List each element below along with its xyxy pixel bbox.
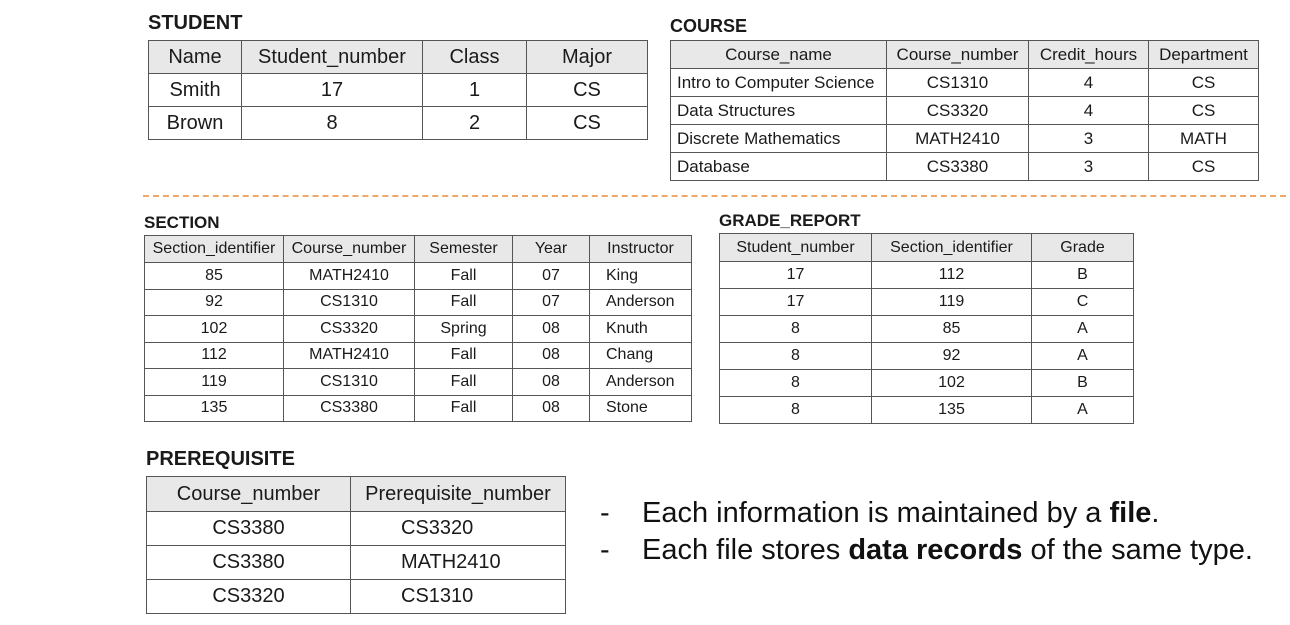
- table-row: [671, 125, 1259, 153]
- bullet-marker: -: [600, 534, 610, 566]
- column-header: Name: [149, 41, 242, 74]
- table-cell: B: [1032, 370, 1134, 397]
- table-row: [147, 580, 566, 614]
- section-table: [144, 235, 692, 422]
- course-title: COURSE: [670, 16, 748, 36]
- table-cell: 2: [423, 107, 527, 140]
- table-cell: 8: [720, 343, 872, 370]
- column-header: Major: [527, 41, 648, 74]
- table-cell: CS1310: [887, 69, 1029, 97]
- bullet-text-part: .: [1151, 497, 1160, 529]
- table-cell: CS3380: [887, 153, 1029, 181]
- table-cell: A: [1032, 343, 1134, 370]
- table-cell: CS1310: [284, 369, 415, 396]
- column-header: Year: [513, 236, 590, 263]
- table-header-row: [145, 236, 692, 263]
- table-cell: CS3320: [284, 316, 415, 343]
- table-cell: CS3320: [147, 580, 351, 614]
- table-row: [145, 395, 692, 422]
- table-row: [145, 369, 692, 396]
- table-row: [671, 153, 1259, 181]
- table-cell: 92: [872, 343, 1032, 370]
- column-header: Grade: [1032, 234, 1134, 262]
- column-header: Prerequisite_number: [351, 477, 566, 512]
- table-cell: Brown: [149, 107, 242, 140]
- table-cell: CS1310: [284, 289, 415, 316]
- table-cell: Discrete Mathematics: [671, 125, 887, 153]
- table-cell: 135: [872, 397, 1032, 424]
- table-cell: CS3320: [351, 512, 566, 546]
- table-row: [720, 316, 1134, 343]
- table-header-row: [147, 477, 566, 512]
- table-cell: CS: [1149, 69, 1259, 97]
- table-row: [671, 69, 1259, 97]
- table-cell: 102: [872, 370, 1032, 397]
- table-cell: 08: [513, 316, 590, 343]
- table-cell: 17: [242, 74, 423, 107]
- column-header: Semester: [415, 236, 513, 263]
- table-cell: 102: [145, 316, 284, 343]
- bullet-text-bold: file: [1109, 497, 1152, 529]
- column-header: Course_number: [284, 236, 415, 263]
- table-row: [720, 397, 1134, 424]
- table-cell: 07: [513, 263, 590, 290]
- table-cell: 17: [720, 289, 872, 316]
- table-cell: Database: [671, 153, 887, 181]
- grade-report-table: [719, 233, 1134, 424]
- column-header: Student_number: [242, 41, 423, 74]
- table-cell: CS3380: [284, 395, 415, 422]
- column-header: Student_number: [720, 234, 872, 262]
- table-cell: A: [1032, 316, 1134, 343]
- table-cell: 08: [513, 369, 590, 396]
- table-header-row: [720, 234, 1134, 262]
- table-cell: 135: [145, 395, 284, 422]
- table-cell: Anderson: [590, 289, 692, 316]
- table-row: [145, 289, 692, 316]
- bullet-text: [642, 534, 1253, 567]
- table-cell: Fall: [415, 263, 513, 290]
- column-header: Course_name: [671, 41, 887, 69]
- bullet-text-part: Each file stores: [642, 534, 849, 566]
- table-cell: B: [1032, 262, 1134, 289]
- column-header: Section_identifier: [872, 234, 1032, 262]
- table-cell: Stone: [590, 395, 692, 422]
- table-cell: 8: [720, 370, 872, 397]
- course-table: [670, 40, 1259, 181]
- table-cell: MATH2410: [351, 546, 566, 580]
- table-cell: Data Structures: [671, 97, 887, 125]
- table-row: [720, 289, 1134, 316]
- table-cell: CS: [527, 74, 648, 107]
- bullet-list: [600, 497, 1253, 571]
- table-cell: 17: [720, 262, 872, 289]
- table-cell: CS1310: [351, 580, 566, 614]
- table-row: [145, 263, 692, 290]
- table-cell: Anderson: [590, 369, 692, 396]
- column-header: Section_identifier: [145, 236, 284, 263]
- table-cell: 85: [872, 316, 1032, 343]
- table-cell: 119: [145, 369, 284, 396]
- section-divider: [143, 195, 1286, 197]
- section-title: SECTION: [144, 213, 220, 232]
- table-cell: Chang: [590, 342, 692, 369]
- table-cell: CS3320: [887, 97, 1029, 125]
- bullet-marker: -: [600, 497, 610, 529]
- table-cell: Fall: [415, 342, 513, 369]
- grade-report-title: GRADE_REPORT: [719, 211, 861, 230]
- table-cell: 4: [1029, 97, 1149, 125]
- table-cell: Fall: [415, 289, 513, 316]
- table-cell: 8: [242, 107, 423, 140]
- table-row: [149, 74, 648, 107]
- table-cell: MATH2410: [284, 263, 415, 290]
- column-header: Class: [423, 41, 527, 74]
- table-cell: Knuth: [590, 316, 692, 343]
- bullet-text: [642, 497, 1159, 530]
- table-cell: MATH2410: [887, 125, 1029, 153]
- table-cell: Fall: [415, 395, 513, 422]
- table-cell: A: [1032, 397, 1134, 424]
- table-header-row: [149, 41, 648, 74]
- table-cell: 119: [872, 289, 1032, 316]
- student-title: STUDENT: [148, 12, 243, 34]
- student-table: [148, 40, 648, 140]
- prerequisite-title: PREREQUISITE: [146, 448, 295, 470]
- table-cell: 92: [145, 289, 284, 316]
- table-cell: 1: [423, 74, 527, 107]
- table-row: [720, 262, 1134, 289]
- table-cell: CS3380: [147, 546, 351, 580]
- table-cell: 3: [1029, 125, 1149, 153]
- column-header: Credit_hours: [1029, 41, 1149, 69]
- bullet-item: [600, 534, 1253, 571]
- table-cell: Smith: [149, 74, 242, 107]
- table-cell: 112: [872, 262, 1032, 289]
- table-row: [149, 107, 648, 140]
- table-cell: King: [590, 263, 692, 290]
- table-cell: 85: [145, 263, 284, 290]
- table-cell: CS: [1149, 97, 1259, 125]
- column-header: Instructor: [590, 236, 692, 263]
- bullet-text-part: Each information is maintained by a: [642, 497, 1110, 529]
- table-cell: Fall: [415, 369, 513, 396]
- table-cell: 07: [513, 289, 590, 316]
- bullet-item: [600, 497, 1253, 534]
- table-row: [147, 546, 566, 580]
- table-cell: 08: [513, 395, 590, 422]
- table-cell: MATH2410: [284, 342, 415, 369]
- table-cell: 3: [1029, 153, 1149, 181]
- table-cell: 08: [513, 342, 590, 369]
- column-header: Course_number: [147, 477, 351, 512]
- table-cell: CS: [1149, 153, 1259, 181]
- table-row: [720, 343, 1134, 370]
- table-cell: 8: [720, 316, 872, 343]
- table-row: [671, 97, 1259, 125]
- table-cell: 8: [720, 397, 872, 424]
- table-cell: 4: [1029, 69, 1149, 97]
- bullet-text-bold: data records: [848, 534, 1023, 566]
- table-cell: Intro to Computer Science: [671, 69, 887, 97]
- column-header: Department: [1149, 41, 1259, 69]
- table-cell: CS3380: [147, 512, 351, 546]
- prerequisite-table: [146, 476, 566, 614]
- table-cell: 112: [145, 342, 284, 369]
- table-cell: CS: [527, 107, 648, 140]
- table-row: [145, 316, 692, 343]
- table-row: [145, 342, 692, 369]
- table-row: [147, 512, 566, 546]
- table-cell: Spring: [415, 316, 513, 343]
- bullet-text-part: of the same type.: [1022, 534, 1253, 566]
- table-header-row: [671, 41, 1259, 69]
- table-row: [720, 370, 1134, 397]
- table-cell: C: [1032, 289, 1134, 316]
- column-header: Course_number: [887, 41, 1029, 69]
- table-cell: MATH: [1149, 125, 1259, 153]
